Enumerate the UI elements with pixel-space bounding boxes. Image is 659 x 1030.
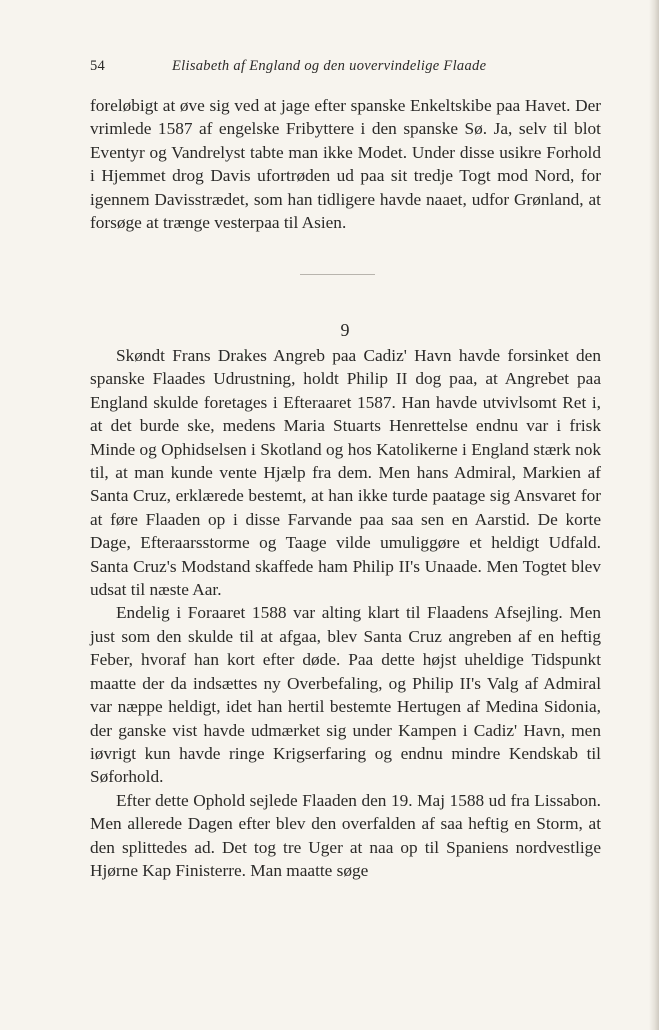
paragraph: Skøndt Frans Drakes Angreb paa Cadiz' Havn havde forsinket den spanske Flaades Udrustning, holdt Philip II dog paa, at Angrebet paa England skulde foretages i Efteraaret 1587. Han havde utvivlsomt Ret i, at det burde ske, medens Maria Stuarts Henrettelse endnu var i frisk Minde og Ophidselsen i Skotland og hos Katolikerne i England stærk nok til, at man kunde vente Hjælp fra dem. Men hans Admiral, Markien af Santa Cruz, erklærede bestemt, at han ikke turde paatage sig Ansvaret for at føre Flaaden op i disse Farvande paa saa sen en Aarstid. De korte Dage, Efteraarsstorme og Taage vilde umuliggøre et heldigt Udfald. Santa Cruz's Modstand skaffede ham Philip II's Unaade. Men Togtet blev udsat til næste Aar. — [90, 346, 601, 600]
chapter-number: 9 — [340, 320, 350, 340]
page-number: 54 — [90, 58, 106, 74]
paragraph: Efter dette Ophold sejlede Flaaden den 19. Maj 1588 ud fra Lissabon. Men allerede Dagen efter blev den overfalden af saa heftig en Storm, at den splittedes ad. Det tog tre Uger at naa op til Spaniens nordvestlige Hjørne Kap Finisterre. Man maatte søge — [90, 790, 601, 880]
section-divider — [300, 274, 375, 275]
running-title: Elisabeth af England og den uovervindelige Flaade — [172, 58, 487, 74]
paragraph: foreløbigt at øve sig ved at jage efter spanske Enkeltskibe paa Havet. Der vrimlede 1587 af engelske Fribyttere i den spanske Sø. Ja, selv til blot Eventyr og Vandrelyst tabte man ikke Modet. Under disse usikre Forhold i Hjemmet drog Davis ufortrøden ud paa sit tredje Togt mod Nord, for igennem Davisstrædet, som han tidligere havde naaet, udfor Grønland, at forsøge at trænge vesterpaa til Asien. — [90, 96, 601, 233]
paragraph: Endelig i Foraaret 1588 var alting klart til Flaadens Afsejling. Men just som den skulde til at afgaa, blev Santa Cruz angreben af en heftig Feber, hvoraf han kort efter døde. Paa dette højst uheldige Tidspunkt maatte der da indsættes ny Overbefaling, og Philip II's Valg af Admiral var næppe heldigt, idet han hertil bestemte Hertugen af Medina Sidonia, der ganske vist havde udmærket sig under Kampen i Cadiz' Havn, men iøvrigt kun havde ringe Krigserfaring og endnu mindre Kendskab til Søforhold. — [90, 603, 601, 787]
section-1-text — [90, 94, 601, 234]
page-edge-shadow — [649, 0, 659, 1030]
section-2-text — [90, 344, 601, 882]
